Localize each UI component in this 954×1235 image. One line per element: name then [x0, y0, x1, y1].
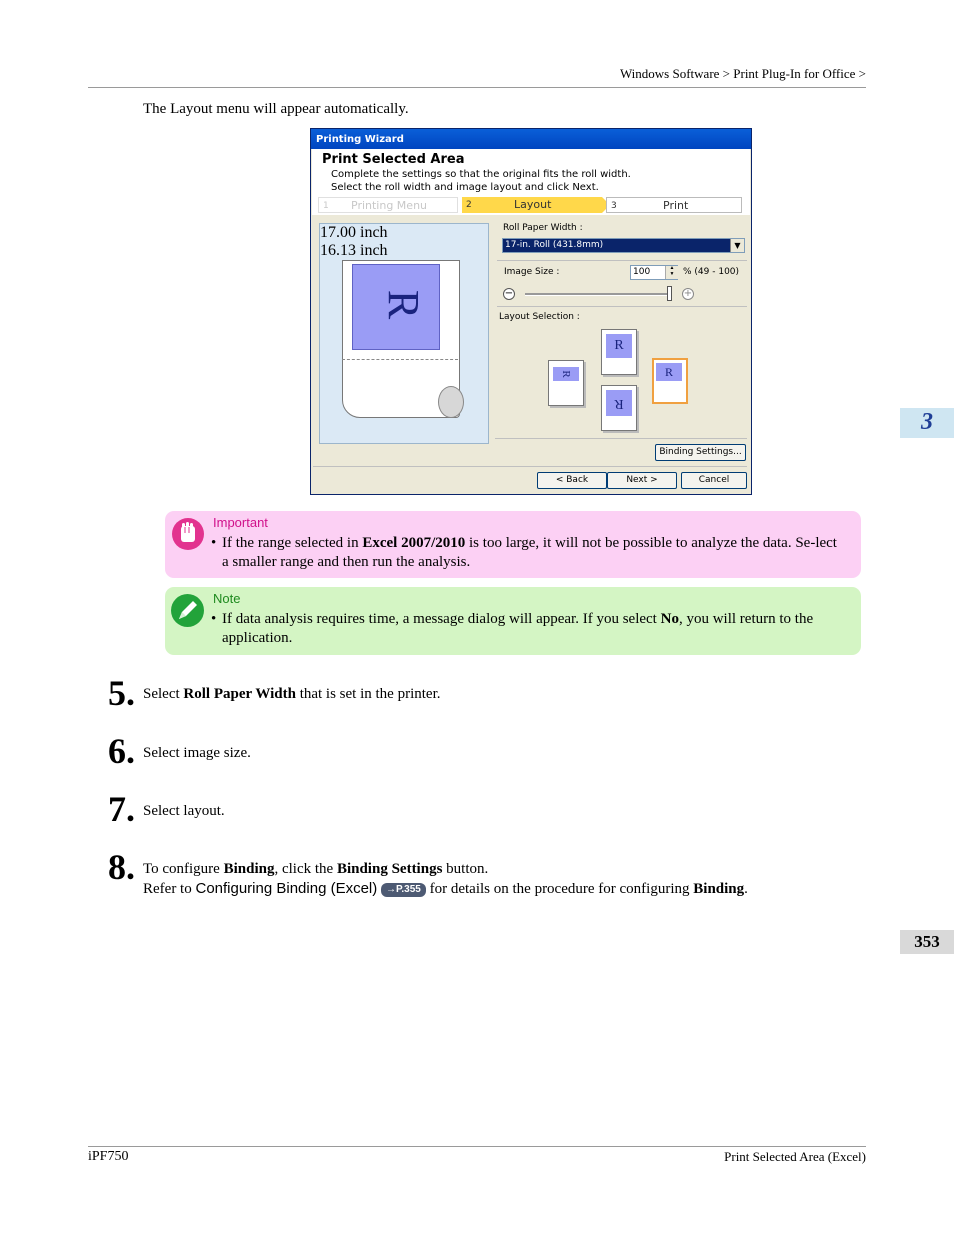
printing-wizard-dialog: [310, 128, 752, 495]
paper-width-label: 17.00 inch: [320, 224, 388, 241]
image-size-slider-track[interactable]: [525, 293, 669, 296]
note-text: If data analysis requires time, a message dialog will appear. If you select No, you will return to the application.: [222, 611, 814, 646]
hand-stop-icon: [172, 518, 204, 550]
roll-core-icon: [438, 386, 464, 418]
header-rule: [88, 87, 866, 88]
step-text: Select image size.: [143, 745, 251, 761]
important-title: Important: [213, 515, 268, 530]
footer-model: iPF750: [88, 1149, 129, 1164]
zoom-out-icon[interactable]: −: [504, 288, 514, 299]
note-callout: [165, 587, 861, 655]
preview-letter: R: [379, 289, 429, 320]
important-text: If the range selected in Excel 2007/2010 is too large, it will not be possible to analyze the data. Se-lect a smaller range and then run the analysis.: [222, 535, 837, 570]
layout-option-rotated-small[interactable]: [548, 360, 584, 406]
divider: [497, 260, 747, 261]
image-size-label: Image Size :: [504, 267, 560, 277]
next-button[interactable]: Next >: [607, 472, 677, 489]
step-text: Select Roll Paper Width that is set in the printer.: [143, 686, 441, 702]
zoom-in-icon[interactable]: +: [683, 288, 693, 299]
layout-preview-pane: [319, 223, 489, 444]
step-number: 7.: [108, 789, 135, 829]
wizard-step-print: [606, 197, 742, 213]
dialog-title-bar: Printing Wizard: [311, 129, 751, 149]
configuring-binding-link[interactable]: Configuring Binding (Excel): [195, 880, 378, 897]
image-size-spinner[interactable]: ▲ ▼: [665, 266, 678, 279]
step-text: To configure Binding, click the Binding Settings button.: [143, 861, 489, 877]
wizard-step-printing-menu: [318, 197, 458, 213]
layout-option-selected[interactable]: [652, 358, 688, 404]
dialog-description-line-1: Complete the settings so that the original fits the roll width.: [331, 169, 631, 180]
divider: [495, 438, 747, 439]
image-size-input[interactable]: 100: [630, 265, 678, 280]
layout-letter: R: [614, 338, 624, 353]
breadcrumb[interactable]: Windows Software > Print Plug-In for Office >: [619, 66, 866, 81]
wizard-step-number: 1: [323, 201, 329, 211]
paper-length-label: 16.13 inch: [320, 242, 388, 259]
wizard-step-number: 3: [611, 201, 617, 211]
wizard-step-label: Print: [663, 199, 689, 212]
binding-settings-button[interactable]: Binding Settings...: [655, 444, 746, 461]
roll-width-value: 17-in. Roll (431.8mm): [505, 240, 604, 250]
pencil-icon: [171, 594, 204, 627]
chapter-tab[interactable]: 3: [900, 408, 954, 438]
step-number: 6.: [108, 731, 135, 771]
cut-line: [342, 359, 458, 360]
layout-option-upright[interactable]: [601, 329, 637, 375]
page-number: 353: [900, 930, 954, 954]
dialog-description-line-2: Select the roll width and image layout and click Next.: [331, 182, 599, 193]
cancel-button[interactable]: Cancel: [681, 472, 747, 489]
image-size-slider-thumb[interactable]: [667, 286, 672, 301]
wizard-step-layout: [462, 197, 602, 213]
step-text: Select layout.: [143, 803, 225, 819]
bullet: •: [211, 535, 217, 551]
wizard-step-label: Layout: [514, 198, 552, 211]
footer-rule: [88, 1146, 866, 1147]
back-button[interactable]: < Back: [537, 472, 607, 489]
wizard-step-number: 2: [466, 200, 472, 210]
layout-letter: R: [560, 370, 572, 378]
layout-letter: R: [614, 396, 624, 411]
divider: [497, 306, 747, 307]
dialog-header-panel: [312, 149, 750, 215]
footer-section: Print Selected Area (Excel): [724, 1149, 866, 1164]
step-number: 5.: [108, 673, 135, 713]
dialog-heading: Print Selected Area: [322, 152, 465, 167]
layout-option-inverted[interactable]: [601, 385, 637, 431]
chevron-down-icon[interactable]: ▼: [730, 239, 744, 252]
layout-letter: R: [664, 365, 673, 379]
roll-width-label: Roll Paper Width :: [503, 223, 583, 233]
bullet: •: [211, 611, 217, 627]
intro-text: The Layout menu will appear automatically.: [143, 101, 409, 117]
step-number: 8.: [108, 847, 135, 887]
print-area-preview: [352, 264, 440, 350]
image-size-range: % (49 - 100): [683, 267, 740, 277]
note-title: Note: [213, 591, 241, 606]
step-text-reference: Refer to Configuring Binding (Excel) →P.355 for details on the procedure for configuring Binding.: [143, 880, 748, 897]
wizard-step-label: Printing Menu: [351, 199, 428, 212]
divider: [313, 466, 747, 467]
layout-selection-label: Layout Selection :: [499, 312, 580, 322]
page-reference-badge[interactable]: →P.355: [381, 883, 426, 897]
roll-width-select[interactable]: [502, 238, 745, 253]
important-callout: [165, 511, 861, 578]
